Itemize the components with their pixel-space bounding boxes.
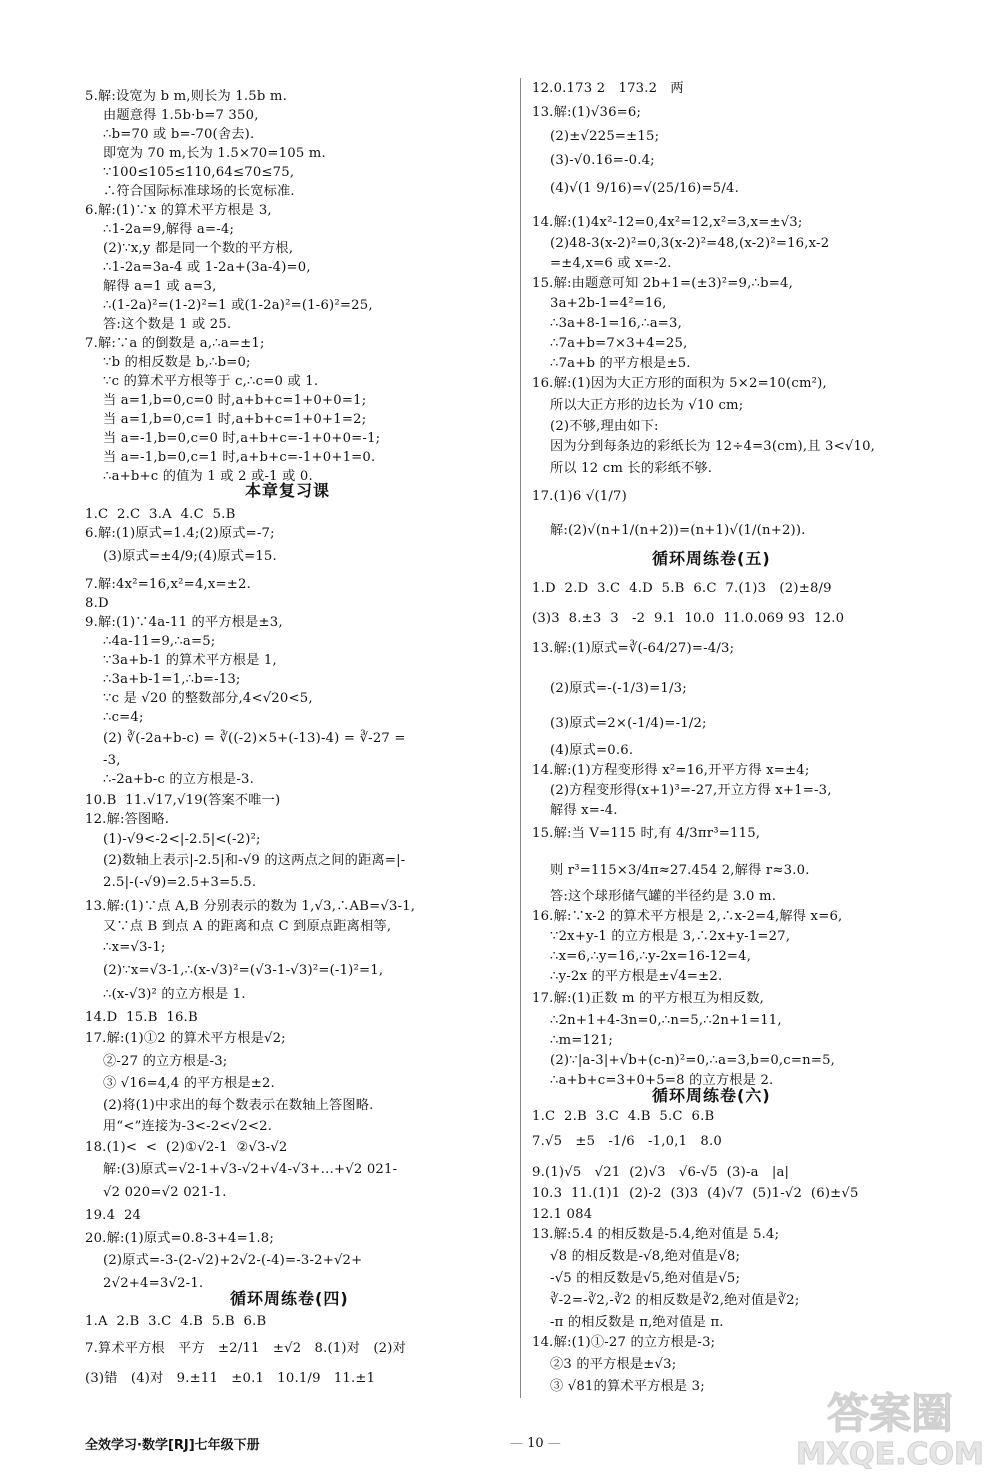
answer-line: ∴a+b+c 的值为 1 或 2 或-1 或 0.: [103, 469, 313, 484]
answer-line: (3)-√0.16=-0.4;: [550, 153, 655, 168]
answer-line: 用“<”连接为-3<-2<√2<2.: [103, 1119, 273, 1134]
answer-line: -√5 的相反数是√5,绝对值是√5;: [550, 1271, 741, 1286]
page-number: — 10 —: [510, 1436, 561, 1451]
answer-line: 1.A 2.B 3.C 4.B 5.B 6.B: [85, 1314, 267, 1329]
answer-line: ∴(x-√3)² 的立方根是 1.: [103, 987, 246, 1002]
answer-line: 解:(3)原式=√2-1+√3-√2+√4-√3+…+√2 021-: [103, 1162, 398, 1177]
answer-line: (2)数轴上表示|-2.5|和-√9 的这两点之间的距离=|-: [103, 853, 406, 868]
answer-line: 13.解:(1)√36=6;: [532, 105, 642, 120]
answer-line: 14.解:(1)方程变形得 x²=16,开平方得 x=±4;: [532, 763, 810, 778]
answer-line: 所以大正方形的边长为 √10 cm;: [550, 398, 744, 413]
answer-line: 6.解:(1)原式=1.4;(2)原式=-7;: [85, 526, 275, 541]
answer-line: ∴1-2a=3a-4 或 1-2a+(3a-4)=0,: [103, 260, 311, 275]
answer-line: 12.解:答图略.: [85, 812, 170, 827]
answer-line: 9.解:(1)∵4a-11 的平方根是±3,: [85, 615, 283, 630]
answer-line: ∴x=√3-1;: [103, 940, 166, 955]
answer-line: 1.C 2.C 3.A 4.C 5.B: [85, 507, 236, 522]
answer-line: 解得 a=1 或 a=3,: [103, 279, 217, 294]
answer-line: (2)原式=-3-(2-√2)+2√2-(-4)=-3-2+√2+: [103, 1253, 363, 1268]
answer-line: 答:这个球形储气罐的半径约是 3.0 m.: [550, 889, 777, 904]
answer-line: 7.解:∵a 的倒数是 a,∴a=±1;: [85, 336, 265, 351]
answer-line: =±4,x=6 或 x=-2.: [550, 256, 672, 271]
answer-line: (2)∵x=√3-1,∴(x-√3)²=(√3-1-√3)²=(-1)²=1,: [103, 963, 384, 978]
answer-line: ∴a+b+c=3+0+5=8 的立方根是 2.: [550, 1073, 774, 1088]
answer-line: 7.算术平方根 平方 ±2/11 ±√2 8.(1)对 (2)对: [85, 1341, 406, 1356]
answer-line: 当 a=1,b=0,c=0 时,a+b+c=1+0+0=1;: [103, 393, 367, 408]
answer-line: 1.D 2.D 3.C 4.D 5.B 6.C 7.(1)3 (2)±8/9: [532, 581, 832, 596]
answer-line: 7.解:4x²=16,x²=4,x=±2.: [85, 577, 252, 592]
watermark-bottom-text: MXQE.COM: [796, 1437, 984, 1470]
answer-line: 17.解:(1)正数 m 的平方根互为相反数,: [532, 991, 765, 1006]
answer-line: (3)3 8.±3 3 -2 9.1 10.0 11.0.069 93 12.0: [532, 611, 845, 626]
answer-line: (2)48-3(x-2)²=0,3(x-2)²=48,(x-2)²=16,x-2: [550, 236, 830, 251]
answer-line: 16.解:∵x-2 的算术平方根是 2,∴x-2=4,解得 x=6,: [532, 909, 843, 924]
answer-line: ∴x=6,∴y=16,∴y-2x=16-12=4,: [550, 949, 752, 964]
answer-line: -π 的相反数是 π,绝对值是 π.: [550, 1315, 724, 1330]
answer-line: 9.(1)√5 √21 (2)√3 √6-√5 (3)-a |a|: [532, 1165, 790, 1180]
answer-line: ∴(1-2a)²=(1-2)²=1 或(1-2a)²=(1-6)²=25,: [103, 298, 373, 313]
answer-line: 2.5|-(-√9)=2.5+3=5.5.: [103, 875, 257, 890]
answer-line: ∴3a+b-1=1,∴b=-13;: [103, 672, 241, 687]
answer-line: ∴符合国际标准球场的长宽标准.: [103, 184, 295, 199]
answer-line: (2)±√225=±15;: [550, 129, 660, 144]
answer-line: 当 a=-1,b=0,c=1 时,a+b+c=-1+0+1=0.: [103, 450, 376, 465]
answer-line: 即宽为 70 m,长为 1.5×70=105 m.: [103, 146, 326, 161]
answer-line: 6.解:(1)∵x 的算术平方根是 3,: [85, 203, 272, 218]
answer-line: 7.√5 ±5 -1/6 -1,0,1 8.0: [532, 1134, 722, 1149]
answer-line: ②-27 的立方根是-3;: [103, 1054, 228, 1069]
answer-line: 14.解:(1)①-27 的立方根是-3;: [532, 1335, 716, 1350]
answer-line: ∴b=70 或 b=-70(舍去).: [103, 127, 255, 142]
answer-line: (2)原式=-(-1/3)=1/3;: [550, 681, 687, 696]
answer-line: 14.D 15.B 16.B: [85, 1010, 198, 1025]
answer-line: ∴7a+b 的平方根是±5.: [550, 356, 691, 371]
answer-line: 由题意得 1.5b·b=7 350,: [103, 108, 259, 123]
answer-line: 13.解:(1)原式=∛(-64/27)=-4/3;: [532, 641, 735, 656]
answer-line: ∵100≤105≤110,64≤70≤75,: [103, 165, 295, 180]
book-footer: 全效学习·数学[RJ]七年级下册: [85, 1438, 260, 1453]
answer-line: 14.解:(1)4x²-12=0,4x²=12,x²=3,x=±√3;: [532, 215, 803, 230]
answer-line: ∵3a+b-1 的算术平方根是 1,: [103, 653, 277, 668]
answer-line: (1)-√9<-2<|-2.5|<(-2)²;: [103, 832, 261, 847]
watermark-top-text: 答案圈: [826, 1389, 954, 1438]
answer-line: 当 a=1,b=0,c=1 时,a+b+c=1+0+1=2;: [103, 412, 367, 427]
answer-line: 当 a=-1,b=0,c=0 时,a+b+c=-1+0+0=-1;: [103, 431, 381, 446]
answer-line: 17.解:(1)①2 的算术平方根是√2;: [85, 1031, 286, 1046]
answer-line: 1.C 2.B 3.C 4.B 5.C 6.B: [532, 1109, 715, 1124]
answer-line: (3)错 (4)对 9.±11 ±0.1 10.1/9 11.±1: [85, 1371, 376, 1386]
answer-line: 13.解:(1)∵点 A,B 分别表示的数为 1,√3,∴AB=√3-1,: [85, 899, 416, 914]
answer-line: (2)不够,理由如下:: [550, 419, 659, 434]
answer-line: ∴y-2x 的平方根是±√4=±2.: [550, 969, 723, 984]
section-heading: 循环周练卷(六): [652, 1086, 771, 1105]
answer-line: ∴3a+8-1=16,∴a=3,: [550, 316, 683, 331]
answer-line: 13.解:5.4 的相反数是-5.4,绝对值是 5.4;: [532, 1227, 780, 1242]
answer-line: 10.B 11.√17,√19(答案不唯一): [85, 793, 281, 808]
answer-line: 因为分到每条边的彩纸长为 12÷4=3(cm),且 3<√10,: [550, 439, 876, 454]
answer-line: 16.解:(1)因为大正方形的面积为 5×2=10(cm²),: [532, 376, 827, 391]
answer-line: ∴-2a+b-c 的立方根是-3.: [103, 772, 254, 787]
answer-line: √2 020=√2 021-1.: [103, 1185, 227, 1200]
answer-line: ∵b 的相反数是 b,∴b=0;: [103, 355, 251, 370]
answer-line: ∴m=121;: [550, 1033, 613, 1048]
answer-line: √8 的相反数是-√8,绝对值是√8;: [550, 1249, 741, 1264]
answer-line: 19.4 24: [85, 1208, 142, 1223]
answer-line: 10.3 11.(1)1 (2)-2 (3)3 (4)√7 (5)1-√2 (6)±√5: [532, 1186, 859, 1201]
answer-line: 解:(2)√(n+1/(n+2))=(n+1)√(1/(n+2)).: [550, 523, 806, 538]
answer-line: 则 r³=115×3/4π≈27.454 2,解得 r≈3.0.: [550, 863, 810, 878]
answer-line: (3)原式=±4/9;(4)原式=15.: [103, 549, 277, 564]
answer-line: (2)方程变形得(x+1)³=-27,开立方得 x+1=-3,: [550, 783, 832, 798]
answer-line: 17.(1)6 √(1/7): [532, 489, 627, 504]
section-heading: 循环周练卷(四): [230, 1289, 349, 1308]
answer-line: (2)将(1)中求出的每个数表示在数轴上答图略.: [103, 1098, 374, 1113]
answer-line: 所以 12 cm 长的彩纸不够.: [550, 461, 713, 476]
answer-line: ∴4a-11=9,∴a=5;: [103, 634, 216, 649]
answer-line: ∴c=4;: [103, 710, 144, 725]
answer-line: (3)原式=2×(-1/4)=-1/2;: [550, 716, 707, 731]
answer-line: ∵c 的算术平方根等于 c,∴c=0 或 1.: [103, 374, 319, 389]
answer-line: (2)∵|a-3|+√b+(c-n)²=0,∴a=3,b=0,c=n=5,: [550, 1053, 836, 1068]
answer-line: ②3 的平方根是±√3;: [550, 1357, 677, 1372]
answer-line: 又∵点 B 到点 A 的距离和点 C 到原点距离相等,: [103, 919, 392, 934]
answer-line: 8.D: [85, 596, 109, 611]
answer-line: 12.1 084: [532, 1207, 593, 1222]
answer-line: ∴1-2a=9,解得 a=-4;: [103, 222, 235, 237]
answer-line: 3a+2b-1=4²=16,: [550, 296, 667, 311]
answer-line: -3,: [103, 753, 121, 768]
answer-line: 20.解:(1)原式=0.8-3+4=1.8;: [85, 1231, 275, 1246]
answer-line: 12.0.173 2 173.2 两: [532, 81, 684, 96]
answer-line: 解得 x=-4.: [550, 803, 618, 818]
answer-line: 答:这个数是 1 或 25.: [103, 317, 232, 332]
answer-line: ∵c 是 √20 的整数部分,4<√20<5,: [103, 691, 313, 706]
answer-line: (2)∵x,y 都是同一个数的平方根,: [103, 241, 294, 256]
watermark-logo: [790, 1380, 990, 1470]
answer-line: ∴7a+b=7×3+4=25,: [550, 336, 688, 351]
column-divider: [520, 78, 521, 1398]
answer-line: 15.解:当 V=115 时,有 4/3πr³=115,: [532, 826, 761, 841]
answer-line: 2√2+4=3√2-1.: [103, 1276, 204, 1291]
answer-line: ∛-2=-∛2,-∛2 的相反数是∛2,绝对值是∛2;: [550, 1293, 800, 1308]
section-heading: 本章复习课: [245, 481, 331, 500]
answer-line: (4)原式=0.6.: [550, 743, 634, 758]
answer-line: (2) ∛(-2a+b-c) = ∛((-2)×5+(-13)-4) = ∛-27 =: [103, 731, 406, 746]
answer-line: ∴2n+1+4-3n=0,∴n=5,∴2n+1=11,: [550, 1013, 782, 1028]
answer-line: ③ √81的算术平方根是 3;: [550, 1379, 705, 1394]
answer-line: 15.解:由题意可知 2b+1=(±3)²=9,∴b=4,: [532, 276, 793, 291]
answer-line: ③ √16=4,4 的平方根是±2.: [103, 1076, 275, 1091]
answer-line: 5.解:设宽为 b m,则长为 1.5b m.: [85, 89, 287, 104]
answer-line: ∵2x+y-1 的立方根是 3,∴2x+y-1=27,: [550, 929, 791, 944]
section-heading: 循环周练卷(五): [652, 549, 771, 568]
answer-line: (4)√(1 9/16)=√(25/16)=5/4.: [550, 181, 739, 196]
answer-line: 18.(1)< < (2)①√2-1 ②√3-√2: [85, 1140, 288, 1155]
